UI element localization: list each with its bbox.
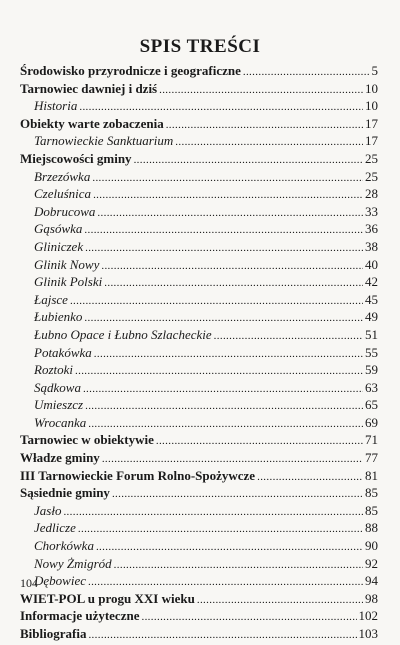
toc-entry-page-number: 65 <box>365 397 378 413</box>
toc-entry-page-number: 63 <box>365 379 378 395</box>
toc-entry-page-number: 77 <box>365 450 378 466</box>
toc-entry-page-number: 45 <box>365 291 378 307</box>
toc-entry-label: Łubienko <box>34 309 83 325</box>
toc-entry-page-number: 42 <box>365 274 378 290</box>
toc-entry-label: Tarnowiec w obiektywie <box>20 432 154 448</box>
toc-entry-page-number: 102 <box>358 608 378 624</box>
toc-entry-page-number: 10 <box>365 98 378 114</box>
toc-section-entry <box>20 344 378 362</box>
toc-section-entry <box>20 203 378 221</box>
toc-section-entry <box>20 519 378 537</box>
toc-entry-label: Władze gminy <box>20 450 100 466</box>
toc-entry-page-number: 59 <box>365 362 378 378</box>
toc-entry-page-number: 36 <box>365 221 378 237</box>
toc-chapter-entry <box>20 80 378 98</box>
toc-entry-label: Brzezówka <box>34 168 91 184</box>
toc-entry-label: Tarnowieckie Sanktuarium <box>34 133 174 149</box>
page-title: SPIS TREŚCI <box>139 36 261 57</box>
toc-chapter-entry <box>20 115 378 133</box>
toc-entry-label: Roztoki <box>34 362 73 378</box>
toc-section-entry <box>20 185 378 203</box>
toc-section-entry <box>20 291 378 309</box>
toc-chapter-entry <box>20 625 378 643</box>
toc-entry-page-number: 17 <box>365 133 378 149</box>
toc-entry-page-number: 90 <box>365 538 378 554</box>
toc-entry-label: Historia <box>34 98 78 114</box>
toc-section-entry <box>20 220 378 238</box>
toc-entry-page-number: 85 <box>365 485 378 501</box>
toc-entry-label: Glinik Polski <box>34 274 103 290</box>
toc-entry-page-number: 92 <box>365 555 378 571</box>
toc-section-entry <box>20 273 378 291</box>
toc-section-entry <box>20 572 378 590</box>
toc-entry-label: Środowisko przyrodnicze i geograficzne <box>20 63 241 78</box>
toc-chapter-entry <box>20 607 378 625</box>
toc-section-entry <box>20 555 378 573</box>
toc-section-entry <box>20 308 378 326</box>
toc-entry-label: Chorkówka <box>34 538 94 554</box>
toc-entry-label: Sąsiednie gminy <box>20 485 110 501</box>
toc-section-entry <box>20 326 378 344</box>
toc-entry-page-number: 5 <box>371 63 378 78</box>
table-of-contents <box>20 62 378 643</box>
toc-section-entry <box>20 379 378 397</box>
toc-entry-label: Jedlicze <box>34 520 76 536</box>
toc-entry-page-number: 94 <box>365 573 378 589</box>
toc-entry-label: Dębowiec <box>34 573 86 589</box>
toc-entry-page-number: 28 <box>365 186 378 202</box>
toc-entry-page-number: 17 <box>365 115 378 131</box>
toc-chapter-entry <box>20 62 378 80</box>
toc-section-entry <box>20 97 378 115</box>
toc-entry-page-number: 81 <box>365 467 378 483</box>
toc-chapter-entry <box>20 449 378 467</box>
toc-section-entry <box>20 502 378 520</box>
toc-entry-page-number: 33 <box>365 203 378 219</box>
toc-section-entry <box>20 396 378 414</box>
page-number: 104 <box>20 576 38 590</box>
toc-entry-label: Jasło <box>34 502 62 518</box>
toc-entry-label: Łubno Opace i Łubno Szlacheckie <box>34 326 212 342</box>
toc-chapter-entry <box>20 431 378 449</box>
toc-chapter-entry <box>20 590 378 608</box>
toc-section-entry <box>20 168 378 186</box>
toc-chapter-entry <box>20 150 378 168</box>
toc-entry-label: Czeluśnica <box>34 186 92 202</box>
toc-section-entry <box>20 132 378 150</box>
toc-entry-page-number: 40 <box>365 256 378 272</box>
toc-section-entry <box>20 414 378 432</box>
toc-entry-page-number: 25 <box>365 168 378 184</box>
toc-entry-label: Łajsce <box>34 291 68 307</box>
toc-entry-label: Nowy Żmigród <box>34 555 112 571</box>
toc-section-entry <box>20 238 378 256</box>
toc-entry-page-number: 85 <box>365 502 378 518</box>
toc-entry-page-number: 38 <box>365 238 378 254</box>
toc-entry-page-number: 103 <box>358 626 378 641</box>
toc-entry-label: Wrocanka <box>34 414 87 430</box>
dot-leader <box>88 625 356 645</box>
toc-entry-label: Glinik Nowy <box>34 256 100 272</box>
toc-entry-label: Gliniczek <box>34 238 84 254</box>
toc-entry-page-number: 49 <box>365 309 378 325</box>
toc-entry-page-number: 55 <box>365 344 378 360</box>
toc-entry-label: Sądkowa <box>34 379 81 395</box>
toc-entry-label: Bibliografia <box>20 626 87 641</box>
toc-entry-label: WIET-POL u progu XXI wieku <box>20 590 195 606</box>
toc-entry-page-number: 88 <box>365 520 378 536</box>
toc-entry-page-number: 10 <box>365 80 378 96</box>
toc-entry-page-number: 71 <box>365 432 378 448</box>
toc-entry-label: Informacje użyteczne <box>20 608 140 624</box>
toc-section-entry <box>20 537 378 555</box>
toc-entry-label: III Tarnowieckie Forum Rolno-Spożywcze <box>20 467 256 483</box>
toc-chapter-entry <box>20 467 378 485</box>
toc-entry-page-number: 98 <box>365 590 378 606</box>
toc-chapter-entry <box>20 484 378 502</box>
toc-section-entry <box>20 256 378 274</box>
toc-entry-label: Miejscowości gminy <box>20 150 132 166</box>
toc-entry-label: Umieszcz <box>34 397 84 413</box>
toc-entry-page-number: 69 <box>365 414 378 430</box>
toc-entry-label: Potakówka <box>34 344 92 360</box>
toc-entry-label: Tarnowiec dawniej i dziś <box>20 80 158 96</box>
toc-entry-label: Obiekty warte zobaczenia <box>20 115 164 131</box>
toc-entry-page-number: 51 <box>365 326 378 342</box>
toc-section-entry <box>20 361 378 379</box>
toc-entry-label: Gąsówka <box>34 221 83 237</box>
toc-entry-label: Dobrucowa <box>34 203 96 219</box>
toc-entry-page-number: 25 <box>365 150 378 166</box>
